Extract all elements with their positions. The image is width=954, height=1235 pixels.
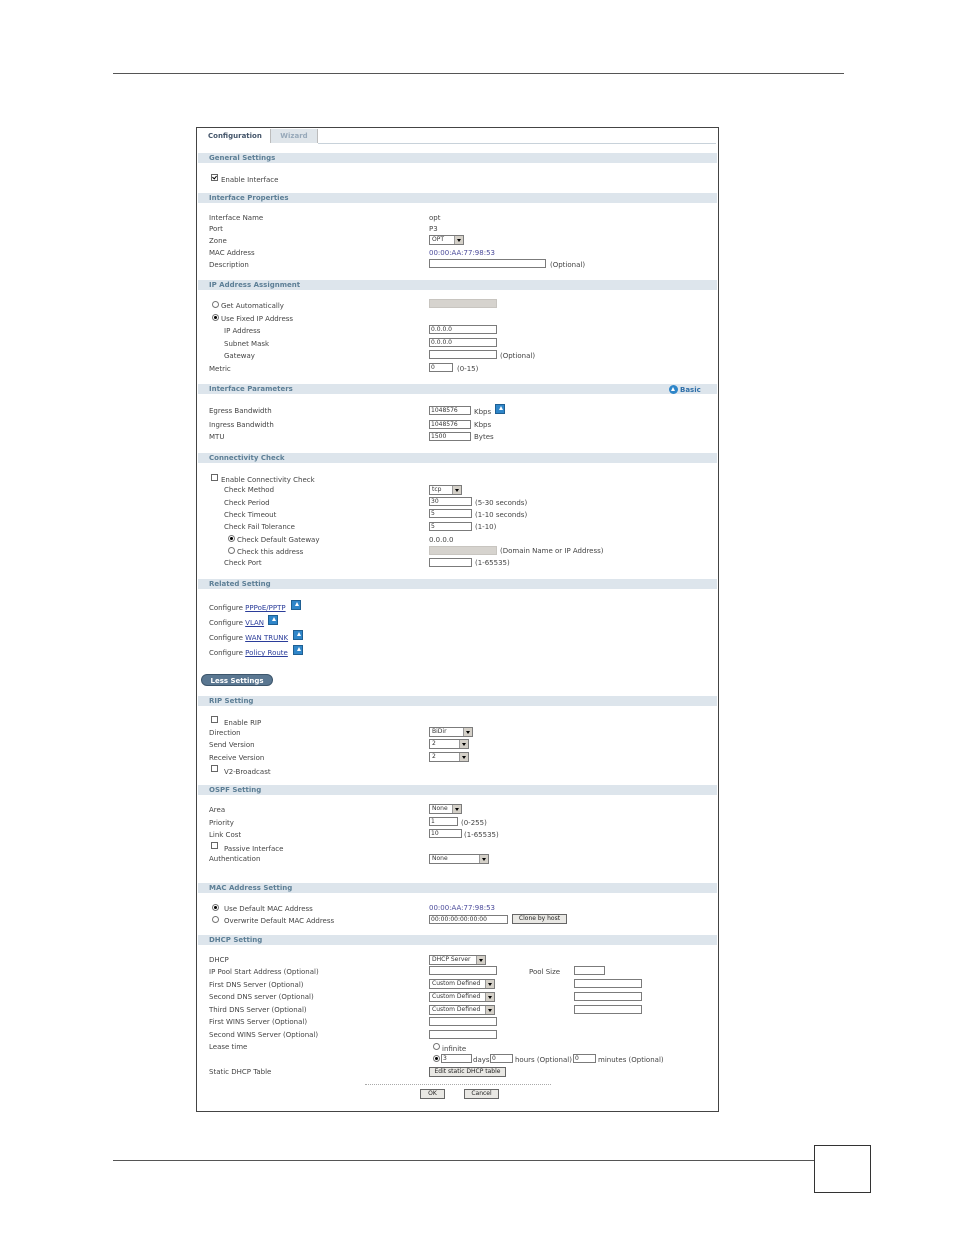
overwrite-mac-label: Overwrite Default MAC Address [224, 917, 335, 925]
section-ospf-setting: OSPF Setting [198, 785, 717, 795]
metric-range: (0-15) [457, 365, 479, 373]
lease-time-label: Lease time [209, 1043, 248, 1051]
overwrite-mac-input[interactable]: 00:00:00:00:00:00 [429, 915, 508, 924]
second-dns-label: Second DNS server (Optional) [209, 993, 314, 1001]
link-cost-input[interactable]: 10 [429, 829, 462, 838]
lease-hours-input[interactable]: 0 [490, 1054, 513, 1063]
chevron-down-icon [459, 740, 468, 748]
check-default-gateway-radio[interactable] [228, 535, 235, 542]
check-fail-tolerance-label: Check Fail Tolerance [224, 523, 295, 531]
zone-label: Zone [209, 237, 227, 245]
passive-interface-checkbox[interactable] [211, 842, 218, 849]
egress-bandwidth-label: Egress Bandwidth [209, 407, 272, 415]
configure-vlan-row: Configure VLAN [209, 619, 265, 627]
default-gateway-value: 0.0.0.0 [429, 536, 454, 544]
check-this-address-label: Check this address [237, 548, 304, 556]
chevron-down-icon [485, 1006, 494, 1014]
check-default-gateway-label: Check Default Gateway [237, 536, 320, 544]
second-dns-input[interactable] [574, 992, 642, 1001]
minutes-label: minutes (Optional) [598, 1056, 664, 1064]
info-icon[interactable] [293, 630, 303, 640]
basic-icon[interactable] [669, 385, 678, 394]
info-icon[interactable] [291, 600, 301, 610]
mtu-label: MTU [209, 433, 225, 441]
ip-address-input[interactable]: 0.0.0.0 [429, 325, 497, 334]
section-rip-setting: RIP Setting [198, 696, 717, 706]
configure-pppoe-row: Configure PPPoE/PPTP [209, 604, 286, 612]
hours-label: hours (Optional) [515, 1056, 572, 1064]
chevron-down-icon [485, 993, 494, 1001]
configure-policy-route-row: Configure Policy Route [209, 649, 288, 657]
check-method-select[interactable]: tcp [429, 485, 462, 495]
mtu-input[interactable]: 1500 [429, 432, 471, 441]
info-icon[interactable] [293, 645, 303, 655]
chevron-down-icon [463, 728, 472, 736]
section-general-settings: General Settings [198, 153, 717, 163]
description-label: Description [209, 261, 249, 269]
dhcp-select[interactable]: DHCP Server [429, 955, 486, 965]
cancel-button[interactable]: Cancel [464, 1089, 499, 1099]
interface-name-label: Interface Name [209, 214, 264, 222]
lease-minutes-input[interactable]: 0 [573, 1054, 596, 1063]
header-rule [113, 73, 844, 74]
check-address-hint: (Domain Name or IP Address) [500, 547, 604, 555]
section-ip-address-assignment: IP Address Assignment [198, 280, 717, 290]
ingress-bandwidth-label: Ingress Bandwidth [209, 421, 274, 429]
section-mac-address-setting: MAC Address Setting [198, 883, 717, 893]
check-port-label: Check Port [224, 559, 262, 567]
area-select[interactable]: None [429, 804, 462, 814]
use-fixed-ip-label: Use Fixed IP Address [221, 315, 294, 323]
third-dns-input[interactable] [574, 1005, 642, 1014]
passive-interface-label: Passive Interface [224, 845, 284, 853]
check-timeout-range: (1-10 seconds) [475, 511, 528, 519]
zone-select[interactable]: OPT [429, 235, 464, 245]
area-label: Area [209, 806, 226, 814]
priority-range: (0-255) [461, 819, 487, 827]
direction-select[interactable]: BiDir [429, 727, 473, 737]
pppoe-pptp-link[interactable]: PPPoE/PPTP [245, 604, 286, 612]
chevron-down-icon [476, 956, 485, 964]
interface-name-value: opt [429, 214, 441, 222]
check-fail-tolerance-range: (1-10) [475, 523, 497, 531]
infinite-label: infinite [442, 1045, 467, 1053]
tab-divider [318, 143, 716, 144]
days-label: days [473, 1056, 490, 1064]
check-fail-tolerance-input[interactable]: 5 [429, 522, 472, 531]
check-method-label: Check Method [224, 486, 275, 494]
vlan-link[interactable]: VLAN [245, 619, 265, 627]
footer-rule [113, 1160, 815, 1161]
first-dns-label: First DNS Server (Optional) [209, 981, 304, 989]
first-dns-select[interactable]: Custom Defined [429, 979, 495, 989]
edit-static-dhcp-button[interactable]: Edit static DHCP table [429, 1067, 506, 1077]
third-dns-label: Third DNS Server (Optional) [209, 1006, 307, 1014]
tab-wizard[interactable]: Wizard [271, 129, 318, 143]
info-icon[interactable] [495, 404, 505, 414]
overwrite-mac-radio[interactable] [212, 916, 219, 923]
ip-address-label: IP Address [224, 327, 261, 335]
static-dhcp-label: Static DHCP Table [209, 1068, 272, 1076]
metric-label: Metric [209, 365, 231, 373]
gateway-input[interactable] [429, 350, 497, 359]
chevron-down-icon [479, 855, 488, 863]
ingress-bandwidth-input[interactable]: 1048576 [429, 420, 471, 429]
check-period-input[interactable]: 30 [429, 497, 472, 506]
priority-input[interactable]: 1 [429, 817, 458, 826]
v2-broadcast-checkbox[interactable] [211, 765, 218, 772]
mtu-unit: Bytes [474, 433, 494, 441]
lease-duration-radio[interactable] [433, 1055, 440, 1062]
chevron-down-icon [452, 486, 461, 494]
config-window [196, 127, 719, 1112]
check-period-label: Check Period [224, 499, 270, 507]
dhcp-label: DHCP [209, 956, 229, 964]
get-automatically-radio[interactable] [212, 301, 219, 308]
section-dhcp-setting: DHCP Setting [198, 935, 717, 945]
send-version-label: Send Version [209, 741, 255, 749]
pool-size-input[interactable] [574, 966, 605, 975]
enable-rip-checkbox[interactable] [211, 716, 218, 723]
send-version-select[interactable]: 2 [429, 739, 469, 749]
mac-address-label: MAC Address [209, 249, 255, 257]
egress-bandwidth-input[interactable]: 1048576 [429, 406, 471, 415]
pool-start-input[interactable] [429, 966, 497, 975]
description-optional: (Optional) [550, 261, 586, 269]
lease-days-input[interactable]: 3 [441, 1054, 472, 1063]
infinite-radio[interactable] [433, 1043, 440, 1050]
use-default-mac-radio[interactable] [212, 904, 219, 911]
mac-address-value: 00:00:AA:77:98:53 [429, 249, 495, 257]
less-settings-button[interactable]: Less Settings [201, 674, 273, 686]
info-icon[interactable] [268, 615, 278, 625]
link-cost-label: Link Cost [209, 831, 242, 839]
section-connectivity-check: Connectivity Check [198, 453, 717, 463]
authentication-label: Authentication [209, 855, 261, 863]
configure-wan-trunk-row: Configure WAN TRUNK [209, 634, 289, 642]
enable-connectivity-check-checkbox[interactable] [211, 474, 218, 481]
direction-label: Direction [209, 729, 241, 737]
policy-route-link[interactable]: Policy Route [245, 649, 288, 657]
wan-trunk-link[interactable]: WAN TRUNK [245, 634, 289, 642]
pool-start-label: IP Pool Start Address (Optional) [209, 968, 319, 976]
chevron-down-icon [452, 805, 461, 813]
subnet-mask-label: Subnet Mask [224, 340, 270, 348]
port-value: P3 [429, 225, 438, 233]
third-dns-select[interactable]: Custom Defined [429, 1005, 495, 1015]
second-dns-select[interactable]: Custom Defined [429, 992, 495, 1002]
default-mac-value: 00:00:AA:77:98:53 [429, 904, 495, 912]
page-number-box [814, 1145, 871, 1193]
check-timeout-label: Check Timeout [224, 511, 277, 519]
gateway-optional: (Optional) [500, 352, 536, 360]
section-interface-properties: Interface Properties [198, 193, 717, 203]
enable-interface-label: Enable Interface [221, 176, 279, 184]
tab-configuration[interactable]: Configuration [198, 129, 271, 143]
first-wins-label: First WINS Server (Optional) [209, 1018, 308, 1026]
first-dns-input[interactable] [574, 979, 642, 988]
check-address-input[interactable] [429, 546, 497, 555]
check-port-input[interactable] [429, 558, 472, 567]
get-automatically-label: Get Automatically [221, 302, 284, 310]
description-input[interactable] [429, 259, 546, 268]
authentication-select[interactable]: None [429, 854, 489, 864]
check-period-range: (5-30 seconds) [475, 499, 528, 507]
port-label: Port [209, 225, 223, 233]
check-this-address-radio[interactable] [228, 547, 235, 554]
check-port-range: (1-65535) [475, 559, 510, 567]
section-related-setting: Related Setting [198, 579, 717, 589]
use-fixed-ip-radio[interactable] [212, 314, 219, 321]
clone-by-host-button[interactable]: Clone by host [512, 914, 567, 924]
priority-label: Priority [209, 819, 234, 827]
basic-link[interactable]: Basic [680, 386, 701, 394]
chevron-down-icon [485, 980, 494, 988]
enable-interface-checkbox[interactable] [211, 174, 218, 181]
metric-input[interactable]: 0 [429, 363, 453, 372]
chevron-down-icon [454, 236, 463, 244]
subnet-mask-input[interactable]: 0.0.0.0 [429, 338, 497, 347]
link-cost-range: (1-65535) [464, 831, 499, 839]
use-default-mac-label: Use Default MAC Address [224, 905, 313, 913]
chevron-down-icon [459, 753, 468, 761]
first-wins-input[interactable] [429, 1017, 497, 1026]
ingress-unit: Kbps [474, 421, 492, 429]
ok-button[interactable]: OK [420, 1089, 445, 1099]
egress-unit: Kbps [474, 408, 492, 416]
check-timeout-input[interactable]: 5 [429, 509, 472, 518]
second-wins-input[interactable] [429, 1030, 497, 1039]
section-interface-parameters: Interface Parameters [198, 384, 717, 394]
receive-version-label: Receive Version [209, 754, 265, 762]
enable-connectivity-check-label: Enable Connectivity Check [221, 476, 315, 484]
v2-broadcast-label: V2-Broadcast [224, 768, 271, 776]
receive-version-select[interactable]: 2 [429, 752, 469, 762]
second-wins-label: Second WINS Server (Optional) [209, 1031, 319, 1039]
enable-rip-label: Enable RIP [224, 719, 262, 727]
divider [365, 1084, 551, 1085]
gateway-label: Gateway [224, 352, 255, 360]
pool-size-label: Pool Size [529, 968, 561, 976]
auto-ip-display [429, 299, 497, 308]
